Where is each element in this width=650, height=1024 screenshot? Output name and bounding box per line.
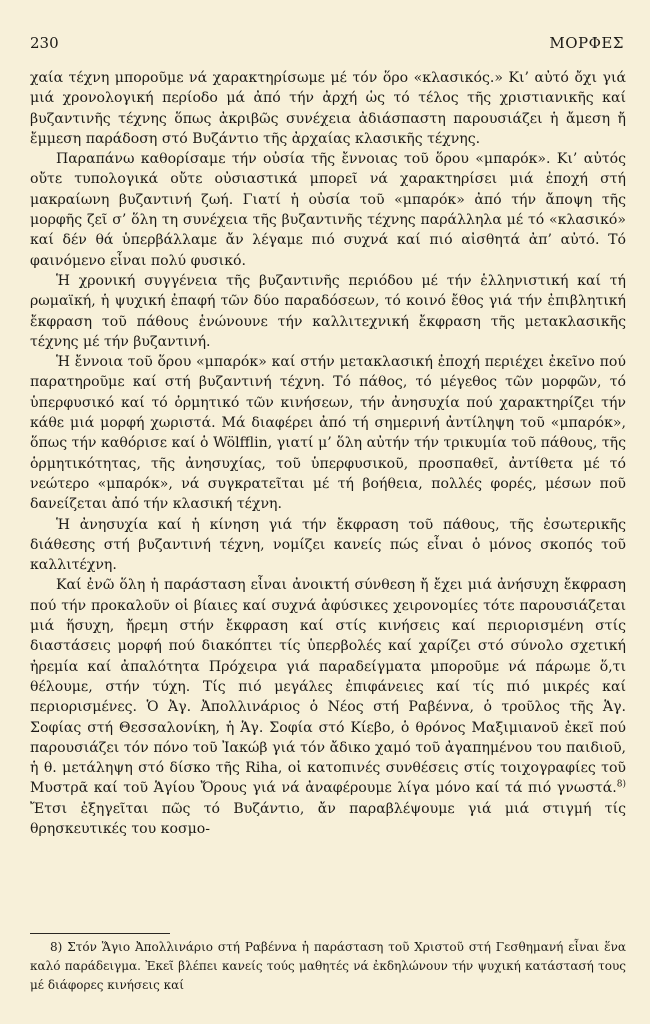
paragraph-5: Ἡ ἀνησυχία καί ἡ κίνηση γιά τήν ἔκφραση τοῦ πάθους, τῆς ἐσωτερικῆς διάθεσης στή βυζαντινή τέχνη, νομίζει κανείς πώς εἶναι ὁ μόνος σκοπός τοῦ καλλιτέχνη. <box>30 516 626 574</box>
main-text <box>30 68 626 839</box>
paragraph-1: χαία τέχνη μποροῦμε νά χαρακτηρίσωμε μέ τόν ὅρο «κλασικός.» Κι’ αὐτό ὄχι γιά μιά χρονολογική περίοδο μά ἀπό τήν ἀρχή ὡς τό τέλος τῆς χριστιανικῆς καί βυζαντινῆς τέχνης ὅπως ἀκριβῶς συνέχεια ἀδιάσπαστη παρουσιάζει ἡ ἄμεση ἤ ἔμμεση παράδοση στό Βυζάντιο τῆς ἀρχαίας κλασικῆς τέχνης. <box>30 70 626 147</box>
page-number: 230 <box>30 34 59 52</box>
footnote-divider <box>30 933 170 934</box>
paragraph-2: Παραπάνω καθορίσαμε τήν οὐσία τῆς ἔννοιας τοῦ ὅρου «μπαρόκ». Κι’ αὐτός οὔτε τυπολογικά οὔτε οὐσιαστικά μπορεῖ νά χαρακτηρίσει μιά ἐποχή στή μακραίωνη βυζαντινή ζωή. Γιατί ἡ οὐσία τοῦ «μπαρόκ» ἀπό τήν ἄποψη τῆς μορφῆς ζεῖ σ’ ὅλη τη συνέχεια τῆς βυζαντινῆς τέχνης παράλληλα μέ τό «κλασικό» καί δέν θά ὑπερβάλλαμε ἄν λέγαμε πιό συχνά καί πιό αἰσθητά ἀπ’ αὐτό. Τό φαινόμενο εἶναι πολύ φυσικό. <box>30 151 626 269</box>
paragraph-3: Ἡ χρονική συγγένεια τῆς βυζαντινῆς περιόδου μέ τήν ἑλληνιστική καί τή ρωμαϊκή, ἡ ψυχική ἐπαφή τῶν δύο παραδόσεων, τό κοινό ἔθος γιά τήν ἐπιβλητική ἔκφραση τοῦ πάθους ἑνώνουνε τήν καλλιτεχνική ἔκφραση τῆς μετακλασικῆς τέχνης μέ τήν βυζαντινή. <box>30 272 626 350</box>
footnote <box>30 938 626 995</box>
footnote-number: 8) <box>50 940 63 954</box>
footnote-text: Στόν Ἅγιο Ἀπολλινάριο στή Ραβέννα ἡ παράσταση τοῦ Χριστοῦ στή Γεσθημανή εἶναι ἕνα καλό παράδειγμα. Ἐκεῖ βλέπει κανείς τούς μαθητές νά ἐκδηλώνουν τήν ψυχική κατάστασή τους μέ διάφορες κινήσεις καί <box>30 940 626 992</box>
paragraph-6 <box>30 575 626 839</box>
paragraph-4: Ἡ ἔννοια τοῦ ὅρου «μπαρόκ» καί στήν μετακλασική ἐποχή περιέχει ἐκεῖνο πού παρατηροῦμε καί στή βυζαντινή τέχνη. Τό πάθος, τό μέγεθος τῶν μορφῶν, τό ὑπερφυσικό καί τό ὁρμητικό τῶν κινήσεων, τήν ἀνησυχία πού χαρακτηρίζει τήν κάθε μιά μορφή χωριστά. Μά διαφέρει ἀπό τή σημερινή ἀντίληψη τοῦ «μπαρόκ», ὅπως τήν καθόρισε καί ὁ Wölfflin, γιατί μ’ ὅλη αὐτήν τήν τρικυμία τοῦ πάθους, τῆς ὁρμητικότητας, τῆς ἀνησυχίας, τοῦ ὑπερφυσικοῦ, προσπαθεῖ, ἀντίθετα μέ τό νεώτερο «μπαρόκ», νά συγκρατεῖται μέ τή βοήθεια, πολλές φορές, μέσων ποῦ δανείζεται ἀπό τήν κλασική τέχνη. <box>30 354 626 513</box>
running-title: ΜΟΡΦΕΣ <box>549 34 624 52</box>
paragraph-6-tail: Ἔτσι ἐξηγεῖται πῶς τό Βυζάντιο, ἄν παραβλέψουμε γιά μιά στιγμή τίς θρησκευτικές του κοσμο- <box>30 800 626 837</box>
page-header <box>30 34 624 52</box>
paragraph-6-text: Καί ἐνῶ ὅλη ἡ παράσταση εἶναι ἀνοικτή σύνθεση ἤ ἔχει μιά ἀνήσυχη ἔκφραση πού τήν προκαλοῦν οἱ βίαιες καί συχνά ἀφύσικες χειρονομίες τότε παρουσιάζεται μιά ἥσυχη, ἤρεμη στήν ἔκφραση καί στίς κινήσεις καί περιορισμένη στίς διαστάσεις μορφή πού διακόπτει τίς ὑπερβολές καί χαρίζει στό σύνολο σχετική ἠρεμία καί ἀπαλότητα Πρόχειρα γιά παραδείγματα μποροῦμε νά πάρωμε ὅ,τι θέλουμε, στήν τύχη. Τίς πιό μεγάλες ἐπιφάνειες καί τίς πιό μικρές καί περιορισμένες. Ὁ Ἀγ. Ἀπολλινάριος ὁ Νέος στή Ραβέννα, ὁ τροῦλος τῆς Ἁγ. Σοφίας στή Θεσσαλονίκη, ἡ Ἁγ. Σοφία στό Κίεβο, ὁ θρόνος Μαξιμιανοῦ ἐκεῖ πού παρουσιάζει τόν πόνο τοῦ Ἰακώβ γιά τόν ἄδικο χαμό τοῦ ἀγαπημένου του παιδιοῦ, ἡ θ. μετάληψη στό δίσκο τῆς Riha, οἱ κατοπινές συνθέσεις στίς τοιχογραφίες τοῦ Μυστρᾶ καί τοῦ Ἁγίου Ὄρους γιά νά ἀναφέρουμε λίγα μόνο καί τά πιό γνωστά. <box>30 577 626 797</box>
footnote-reference: 8) <box>616 779 626 790</box>
